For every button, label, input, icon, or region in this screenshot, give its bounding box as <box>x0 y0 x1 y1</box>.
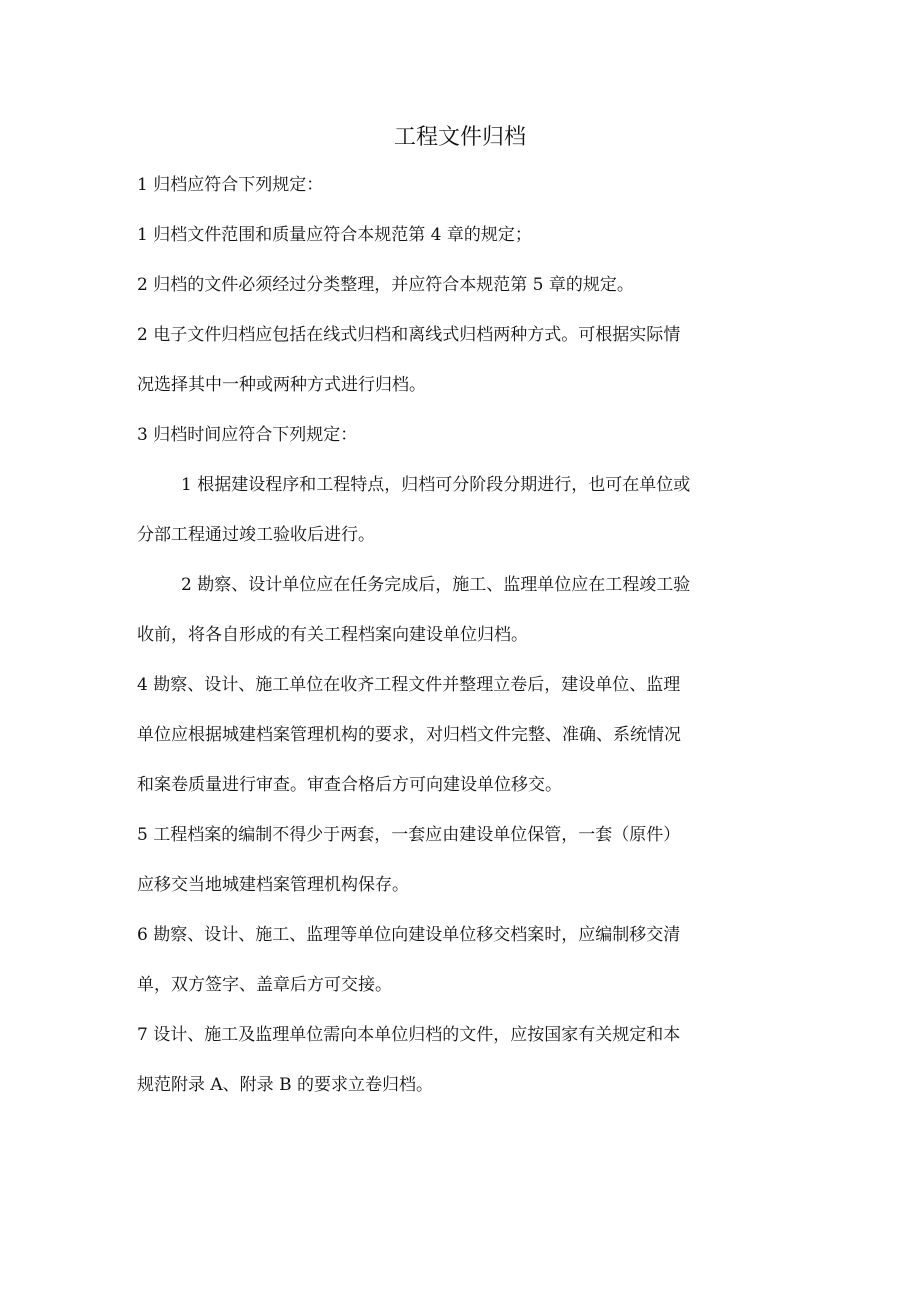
paragraph-line: 规范附录 A、附录 B 的要求立卷归档。 <box>137 1075 433 1095</box>
paragraph-9 <box>137 820 785 901</box>
paragraph-line: 应移交当地城建档案管理机构保存。 <box>137 875 409 895</box>
paragraph-3 <box>137 270 785 301</box>
paragraph-1 <box>137 170 785 201</box>
document-title: 工程文件归档 <box>393 125 526 150</box>
paragraph-line: 2 电子文件归档应包括在线式归档和离线式归档两种方式。可根据实际情 <box>137 325 681 345</box>
paragraph-line: 单位应根据城建档案管理机构的要求，对归档文件完整、准确、系统情况 <box>137 725 681 745</box>
paragraph-line: 单，双方签字、盖章后方可交接。 <box>137 975 392 995</box>
paragraph-5 <box>137 420 785 451</box>
paragraph-10 <box>137 920 785 1001</box>
paragraph-6 <box>137 470 785 551</box>
paragraph-line: 2 勘察、设计单位应在任务完成后，施工、监理单位应在工程竣工验 <box>181 575 691 595</box>
paragraph-line: 5 工程档案的编制不得少于两套，一套应由建设单位保管，一套（原件） <box>137 825 681 845</box>
paragraph-line: 分部工程通过竣工验收后进行。 <box>137 525 375 545</box>
document-body <box>137 170 785 1120</box>
paragraph-4 <box>137 320 785 401</box>
paragraph-11 <box>137 1020 785 1101</box>
paragraph-line: 3 归档时间应符合下列规定： <box>137 425 358 445</box>
paragraph-line: 况选择其中一种或两种方式进行归档。 <box>137 375 426 395</box>
paragraph-line: 7 设计、施工及监理单位需向本单位归档的文件，应按国家有关规定和本 <box>137 1025 681 1045</box>
paragraph-2 <box>137 220 785 251</box>
paragraph-line: 1 根据建设程序和工程特点，归档可分阶段分期进行，也可在单位或 <box>181 475 691 495</box>
paragraph-line: 1 归档文件范围和质量应符合本规范第 4 章的规定； <box>137 225 532 245</box>
paragraph-line: 2 归档的文件必须经过分类整理，并应符合本规范第 5 章的规定。 <box>137 275 634 295</box>
paragraph-line: 6 勘察、设计、施工、监理等单位向建设单位移交档案时，应编制移交清 <box>137 925 681 945</box>
paragraph-8 <box>137 670 785 801</box>
paragraph-line: 1 归档应符合下列规定： <box>137 175 324 195</box>
paragraph-line: 收前，将各自形成的有关工程档案向建设单位归档。 <box>137 625 528 645</box>
paragraph-line: 和案卷质量进行审查。审查合格后方可向建设单位移交。 <box>137 775 562 795</box>
paragraph-line: 4 勘察、设计、施工单位在收齐工程文件并整理立卷后，建设单位、监理 <box>137 675 681 695</box>
paragraph-7 <box>137 570 785 651</box>
